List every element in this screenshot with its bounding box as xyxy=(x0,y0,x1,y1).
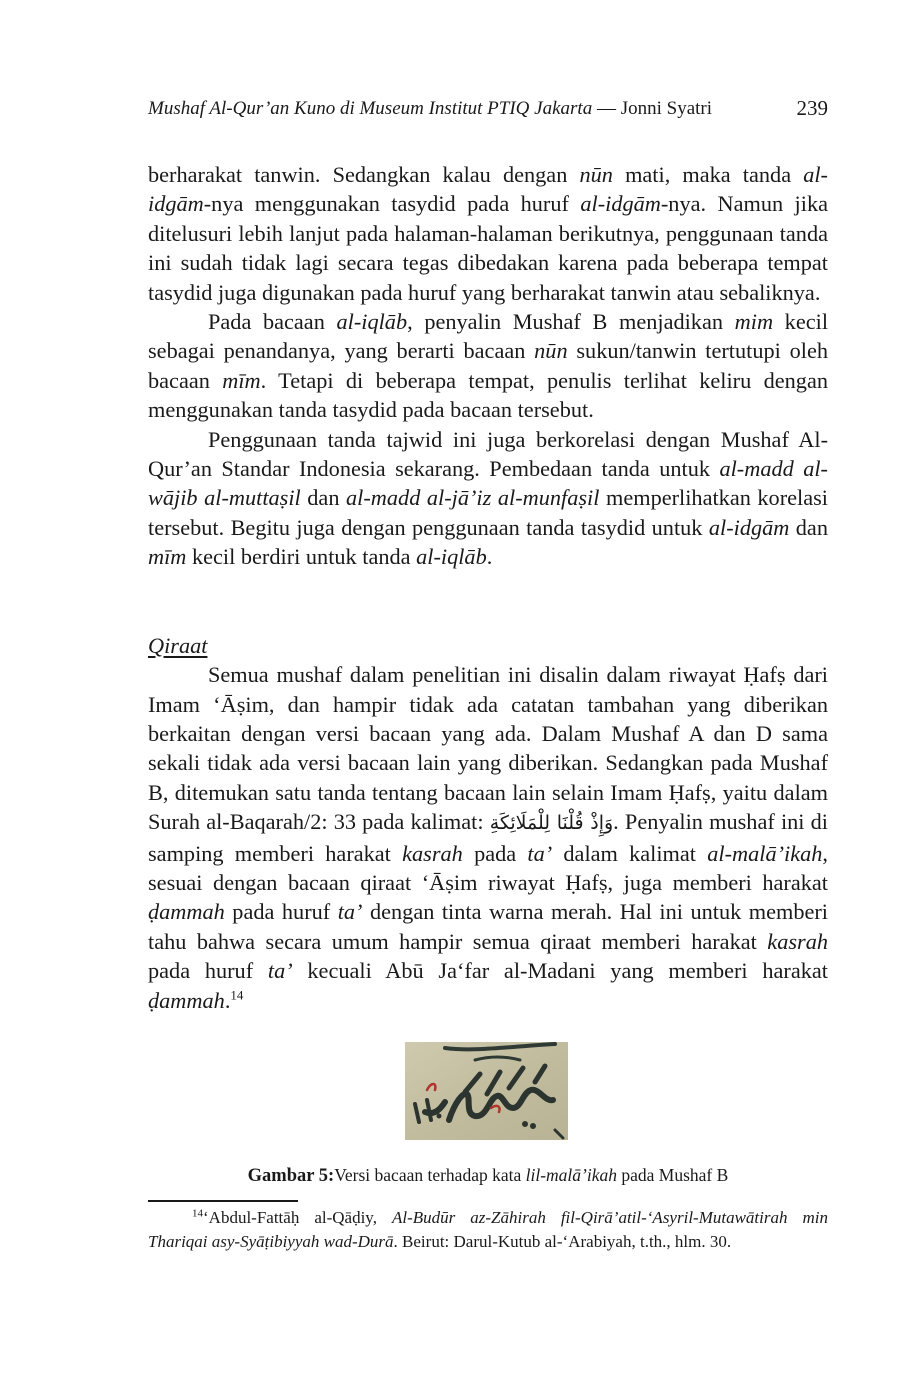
text-run: mim xyxy=(734,309,774,335)
author-name: Jonni Syatri xyxy=(620,98,713,119)
text-run: al-madd al-wājib al-muttaṣil xyxy=(148,456,828,511)
text-run: kecil sebagai penandanya, yang berarti bacaan xyxy=(148,309,829,364)
text-run: pada xyxy=(462,840,528,866)
footnote-ref[interactable]: 14 xyxy=(230,987,244,1003)
paragraph-qiraat xyxy=(148,660,828,1015)
text-run: memperlihatkan korelasi tersebut. Begitu juga dengan penggunaan tanda tasydid untuk xyxy=(148,485,828,540)
text-run: al-madd al-jā’iz al-munfaṣil xyxy=(346,485,600,511)
text-run: mati, maka tanda xyxy=(612,162,804,187)
text-run: mīm xyxy=(148,544,187,570)
text-run: al-iqlāb xyxy=(416,544,487,570)
text-run: dan xyxy=(300,485,347,511)
text-run: dengan tinta warna merah. Hal ini untuk memberi tahu bahwa secara umum hampir semua qiraat memberi harakat xyxy=(148,899,828,954)
text-run: ta’ xyxy=(337,899,363,925)
text-run: -nya. Namun jika ditelusuri lebih lanjut pada halaman-halaman berikutnya, penggunaan tanda ini sudah tidak lagi secara tegas dibedakan karena pada beberapa tempat tasydid juga digunakan pada huruf yang berharakat tanwin atau sebaliknya. xyxy=(148,191,828,305)
text-run: berharakat tanwin. Sedangkan kalau dengan xyxy=(148,162,580,187)
text-run: , sesuai dengan bacaan qiraat ‘Āṣim riwayat Ḥafṣ, juga memberi harakat xyxy=(148,840,828,895)
text-run: kasrah xyxy=(402,840,463,866)
running-header xyxy=(148,98,828,128)
text-run: — xyxy=(592,98,621,119)
text-run: Semua mushaf dalam penelitian ini disalin dalam riwayat Ḥafṣ dari Imam ‘Āṣim, dan hampir tidak ada catatan tambahan yang diberikan berkaitan dengan versi bacaan yang ada. Dalam Mushaf A dan D sama sekali tidak ada versi bacaan lain yang diberikan. Sedangkan pada Mushaf B, ditemukan satu tanda tentang bacaan lain selain Imam Ḥafṣ, yaitu dalam Surah al-Baqarah/2: 33 pada kalimat: xyxy=(148,662,828,835)
text-run: dalam kalimat xyxy=(552,840,708,866)
text-run: al-idgām xyxy=(580,191,661,217)
text-run: Versi bacaan terhadap kata xyxy=(334,1165,526,1185)
section-heading: Qiraat xyxy=(148,632,208,658)
body-text xyxy=(148,160,828,1015)
text-run: pada Mushaf B xyxy=(617,1165,729,1185)
text-run: . Tetapi di beberapa tempat, penulis terlihat keliru dengan menggunakan tanda tasydid pada bacaan tersebut. xyxy=(148,367,828,423)
text-run: pada huruf xyxy=(148,958,268,984)
text-run: nūn xyxy=(534,338,568,364)
text-run: ḍammah xyxy=(148,899,225,925)
text-run: al-iqlāb xyxy=(336,309,408,335)
paragraph-korelasi xyxy=(148,425,828,572)
footnote-14 xyxy=(148,1206,828,1254)
text-run: sukun/tanwin tertutupi oleh bacaan xyxy=(148,338,828,393)
text-run: nūn xyxy=(579,162,613,187)
footnote-divider xyxy=(148,1200,298,1202)
text-run: -nya menggunakan tasydid pada huruf xyxy=(203,191,581,217)
text-run: ta’ xyxy=(267,958,293,984)
text-run: ta’ xyxy=(527,840,553,866)
text-run: al-idgām xyxy=(148,162,828,217)
text-run: . xyxy=(224,987,231,1013)
paragraph-iqlab xyxy=(148,307,828,425)
text-run: kasrah xyxy=(767,928,828,954)
text-run: Penggunaan tanda tajwid ini juga berkorelasi dengan Mushaf Al-Qur’an Standar Indonesia sekarang. Pembedaan tanda untuk xyxy=(148,426,828,482)
text-run: al-malā’ikah xyxy=(707,840,823,866)
text-run: . xyxy=(486,544,493,570)
text-run: Pada bacaan xyxy=(208,309,337,335)
text-run: lil-malā’ikah xyxy=(525,1165,617,1185)
text-run: Al-Budūr az-Zāhirah fil-Qirā’atil-‘Asyril-Mutawātirah min Thariqai asy-Syāṭibiyyah wad-Durā xyxy=(148,1208,828,1251)
page-number: 239 xyxy=(796,96,828,120)
text-run: dan xyxy=(789,514,828,540)
text-run: ḍammah xyxy=(148,987,225,1013)
paragraph-continuation xyxy=(148,160,828,307)
figure-caption xyxy=(148,1165,828,1187)
text-run: . Penyalin mushaf ini di samping memberi harakat xyxy=(148,809,829,866)
text-run: . Beirut: Darul-Kutub al-‘Arabiyah, t.th., hlm. 30. xyxy=(393,1232,732,1251)
text-run: , penyalin Mushaf B menjadikan xyxy=(407,309,735,335)
footnote-number: 14 xyxy=(192,1207,203,1220)
text-run: Gambar 5: xyxy=(247,1166,335,1186)
manuscript-image xyxy=(405,1042,568,1140)
text-run: kecil berdiri untuk tanda xyxy=(186,544,417,570)
arabic-phrase: وَإِذْ قُلْنَا لِلْمَلَائِكَةِ xyxy=(489,812,614,835)
running-title xyxy=(148,98,712,120)
text-run: mīm xyxy=(222,367,261,393)
manuscript-figure xyxy=(405,1042,568,1140)
text-run: Mushaf Al-Qur’an Kuno di Museum Institut PTIQ Jakarta xyxy=(148,98,593,119)
text-run: al-idgām xyxy=(708,514,790,540)
text-run: ‘Abdul-Fattāḥ al-Qāḍiy, xyxy=(203,1208,392,1227)
text-run: pada huruf xyxy=(224,899,338,925)
text-run: kecuali Abū Ja‘far al-Madani yang memberi harakat xyxy=(292,958,828,984)
